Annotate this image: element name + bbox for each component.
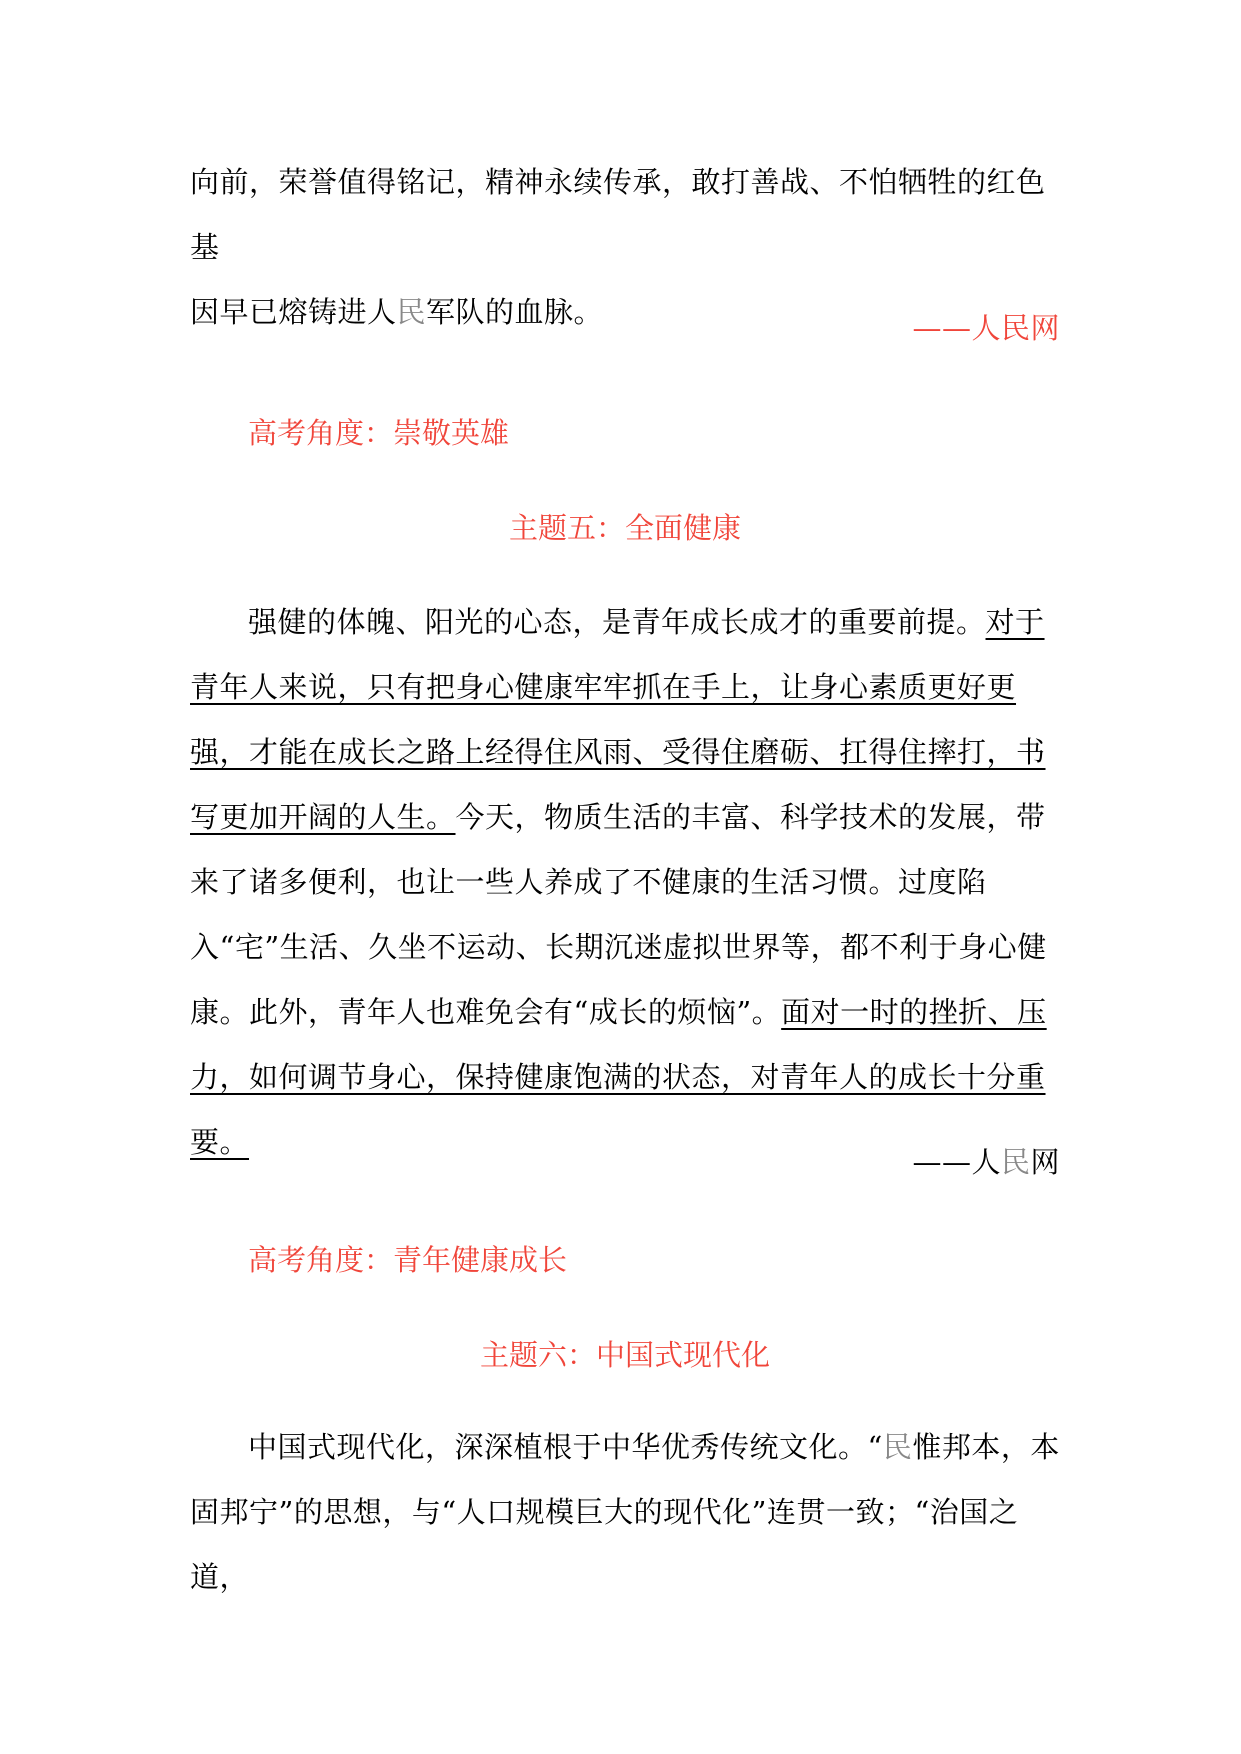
source-grey-char: 民 [1000, 1145, 1031, 1179]
source-tail: 网 [1030, 311, 1060, 345]
paragraph-line: 向前，荣誉值得铭记，精神永续传承，敢打善战、不怕牺牲的红色基 [190, 165, 1046, 264]
underlined-text: 面对一时的挫折、压力，如何调节身心，保持健康饱满的状态，对青年人的成长十分重要。 [190, 995, 1047, 1159]
section-title: 主题五：全面健康 [508, 511, 741, 545]
source-tail: 网 [1030, 1145, 1060, 1179]
source-dash: ——人 [912, 311, 1001, 345]
paragraph-section6 [190, 1415, 1060, 1610]
paragraph-section5 [190, 590, 1060, 1175]
source-attribution [190, 1142, 1060, 1182]
source-attribution [190, 308, 1060, 348]
section-title: 主题六：中国式现代化 [479, 1338, 770, 1372]
grey-character: 民 [396, 295, 427, 329]
exam-angle-heading: 高考角度：青年健康成长 [248, 1243, 568, 1277]
grey-character: 民 [882, 1430, 913, 1464]
source-grey-char: 民 [1000, 311, 1031, 345]
paragraph-text: 强健的体魄、阳光的心态，是青年成长成才的重要前提。 [248, 605, 986, 639]
paragraph-text: 中国式现代化，深深植根于中华优秀传统文化。“ [248, 1430, 883, 1464]
paragraph-text: 军队的血脉。 [426, 295, 604, 329]
exam-angle-heading: 高考角度：崇敬英雄 [248, 416, 510, 450]
paragraph-text: 今天，物质生活的丰富、科学技术的发展，带来了诸多便利，也让一些人养成了不健康的生活习惯。过度陷入“宅”生活、久坐不运动、长期沉迷虚拟世界等，都不利于身心健康。此外，青年人也难免会有“成长的烦恼”。 [190, 800, 1047, 1029]
underlined-text: 对于青年人来说，只有把身心健康牢牢抓在手上，让身心素质更好更强，才能在成长之路上经得住风雨、受得住磨砺、扛得住摔打，书写更加开阔的人生。 [190, 605, 1046, 834]
source-dash: ——人 [912, 1145, 1001, 1179]
paragraph-text: 惟邦本，本固邦宁”的思想，与“人口规模巨大的现代化”连贯一致；“治国之道， [190, 1430, 1060, 1594]
paragraph-text: 因早已熔铸进人 [190, 295, 397, 329]
